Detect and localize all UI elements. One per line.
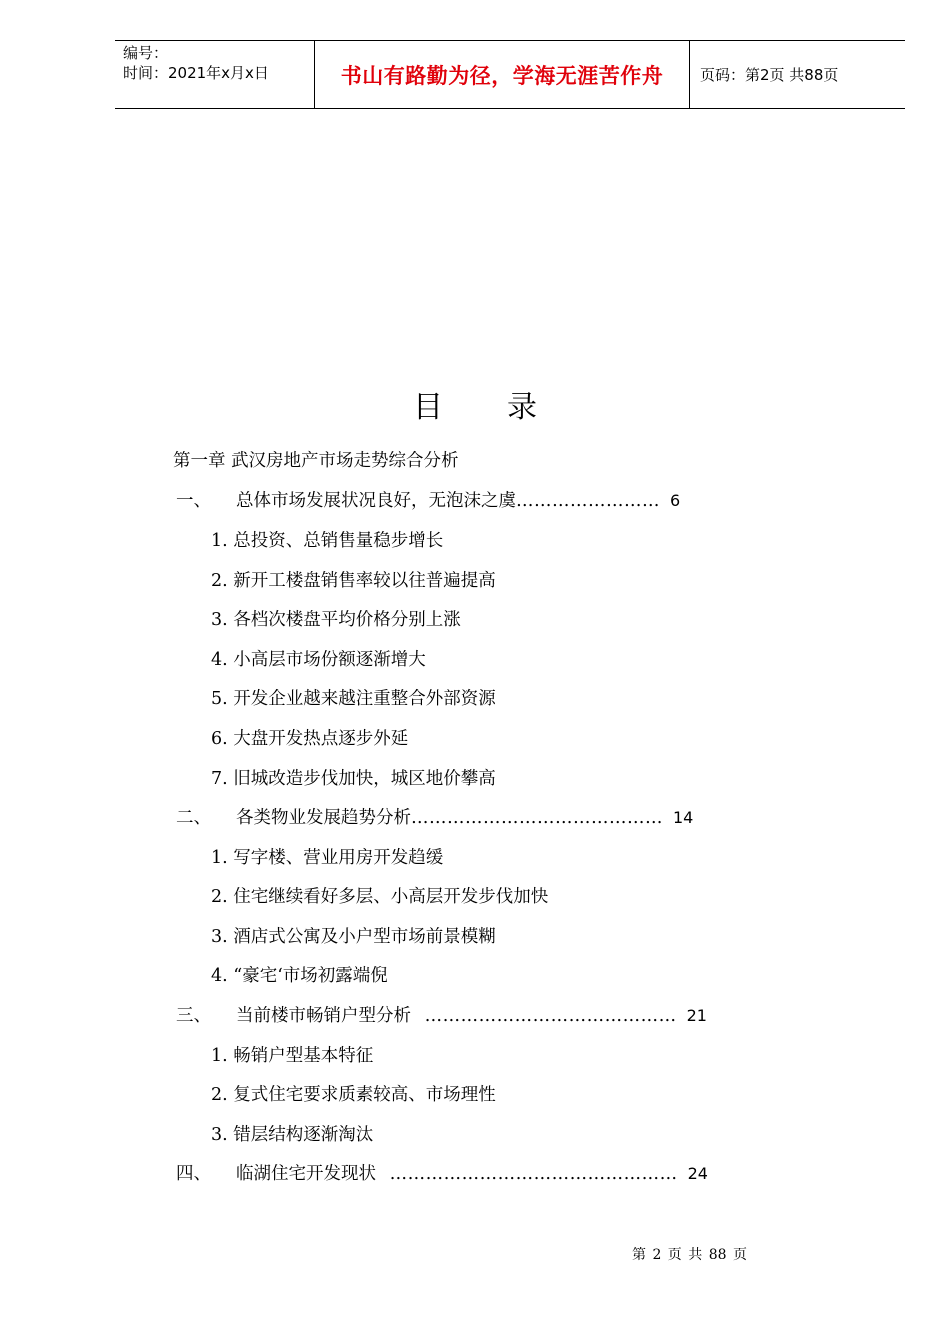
header-meta	[115, 41, 315, 108]
toc-section[interactable]	[176, 481, 680, 521]
toc-item[interactable]: 7. 旧城改造步伐加快，城区地价攀高	[211, 769, 496, 789]
leader-dots: ……………………………………	[424, 1006, 677, 1026]
section-title: 各类物业发展趋势分析	[236, 808, 411, 828]
toc-item[interactable]: 6. 大盘开发热点逐步外延	[211, 729, 409, 749]
toc-section[interactable]	[176, 798, 693, 838]
toc-item[interactable]: 5. 开发企业越来越注重整合外部资源	[211, 689, 496, 709]
toc-item[interactable]: 2. 住宅继续看好多层、小高层开发步伐加快	[211, 887, 549, 907]
toc-section[interactable]	[176, 996, 707, 1036]
toc-item[interactable]: 3. 各档次楼盘平均价格分别上涨	[211, 610, 461, 630]
section-title: 总体市场发展状况良好，无泡沫之虞	[236, 491, 516, 511]
section-page: 14	[673, 808, 694, 827]
header-page-label: 页码：第2页 共88页	[700, 66, 839, 84]
section-number: 四、	[176, 1164, 211, 1184]
toc-section[interactable]	[176, 1154, 708, 1194]
leader-dots: ……………………………………	[411, 808, 663, 828]
section-title: 当前楼市畅销户型分析	[236, 1006, 417, 1026]
section-number: 一、	[176, 491, 211, 511]
page-header	[115, 40, 905, 109]
toc-chapter[interactable]: 第一章 武汉房地产市场走势综合分析	[173, 451, 459, 471]
toc-title: 目录	[413, 390, 601, 425]
toc-item[interactable]: 4. 小高层市场份额逐渐增大	[211, 650, 426, 670]
toc-item[interactable]: 1. 写字楼、营业用房开发趋缓	[211, 848, 444, 868]
section-number: 二、	[176, 808, 211, 828]
toc-item[interactable]: 1. 总投资、总销售量稳步增长	[211, 531, 444, 551]
toc-item[interactable]: 3. 酒店式公寓及小户型市场前景模糊	[211, 927, 496, 947]
section-number: 三、	[176, 1006, 211, 1026]
time-label: 时间：2021年x月x日	[123, 64, 269, 82]
toc-item[interactable]: 1. 畅销户型基本特征	[211, 1046, 374, 1066]
serial-label: 编号：	[123, 44, 169, 62]
toc-item[interactable]: 2. 复式住宅要求质素较高、市场理性	[211, 1085, 496, 1105]
toc-item[interactable]: 4. “豪宅‘市场初露端倪	[211, 966, 388, 986]
leader-dots: ……………………	[516, 491, 660, 511]
section-page: 6	[670, 491, 681, 510]
leader-dots: …………………………………………	[389, 1164, 678, 1184]
section-page: 24	[687, 1164, 708, 1183]
toc-item[interactable]: 3. 错层结构逐渐淘汰	[211, 1125, 374, 1145]
section-title: 临湖住宅开发现状	[236, 1164, 382, 1184]
toc-item[interactable]: 2. 新开工楼盘销售率较以往普遍提高	[211, 571, 496, 591]
page-footer: 第 2 页 共 88 页	[632, 1247, 747, 1263]
section-page: 21	[686, 1006, 707, 1025]
header-motto: 书山有路勤为径，学海无涯苦作舟	[315, 41, 690, 108]
